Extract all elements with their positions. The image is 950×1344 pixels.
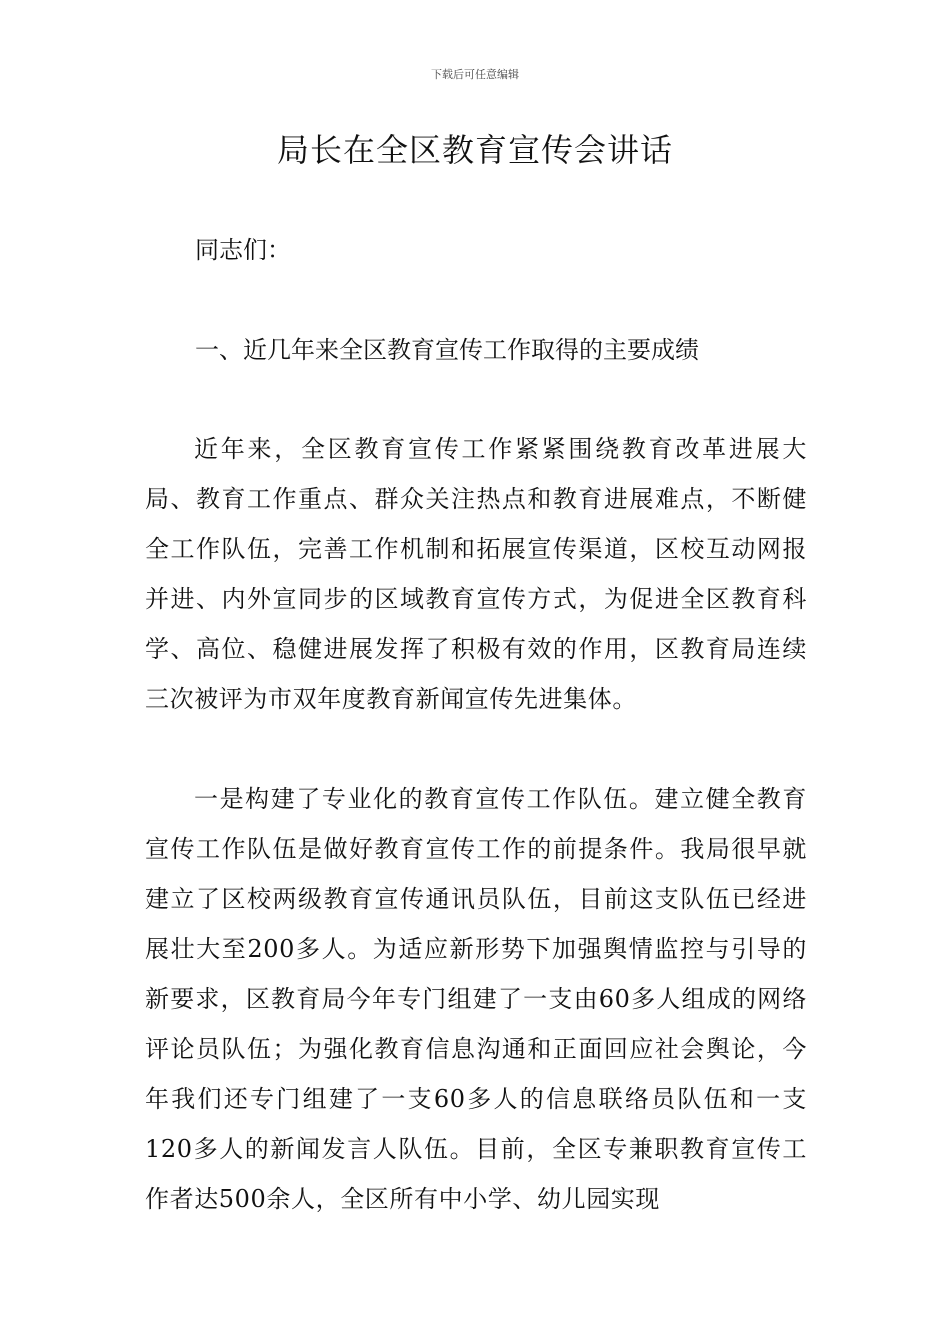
salutation: 同志们： xyxy=(195,236,291,264)
paragraph: 一是构建了专业化的教育宣传工作队伍。建立健全教育宣传工作队伍是做好教育宣传工作的前提条件。我局很早就建立了区校两级教育宣传通讯员队伍，目前这支队伍已经进展壮大至200多人。为适应新形势下加强舆情监控与引导的新要求，区教育局今年专门组建了一支由60多人组成的网络评论员队伍；为强化教育信息沟通和正面回应社会舆论，今年我们还专门组建了一支60多人的信息联络员队伍和一支120多人的新闻发言人队伍。目前，全区专兼职教育宣传工作者达500余人，全区所有中小学、幼儿园实现 xyxy=(145,785,807,1213)
section-heading: 一、近几年来全区教育宣传工作取得的主要成绩 xyxy=(195,336,699,364)
document-title: 局长在全区教育宣传会讲话 xyxy=(276,131,673,169)
header-note: 下载后可任意编辑 xyxy=(431,68,519,81)
paragraph: 近年来，全区教育宣传工作紧紧围绕教育改革进展大局、教育工作重点、群众关注热点和教育进展难点，不断健全工作队伍，完善工作机制和拓展宣传渠道，区校互动网报并进、内外宣同步的区域教育宣传方式，为促进全区教育科学、高位、稳健进展发挥了积极有效的作用，区教育局连续三次被评为市双年度教育新闻宣传先进集体。 xyxy=(145,435,807,713)
